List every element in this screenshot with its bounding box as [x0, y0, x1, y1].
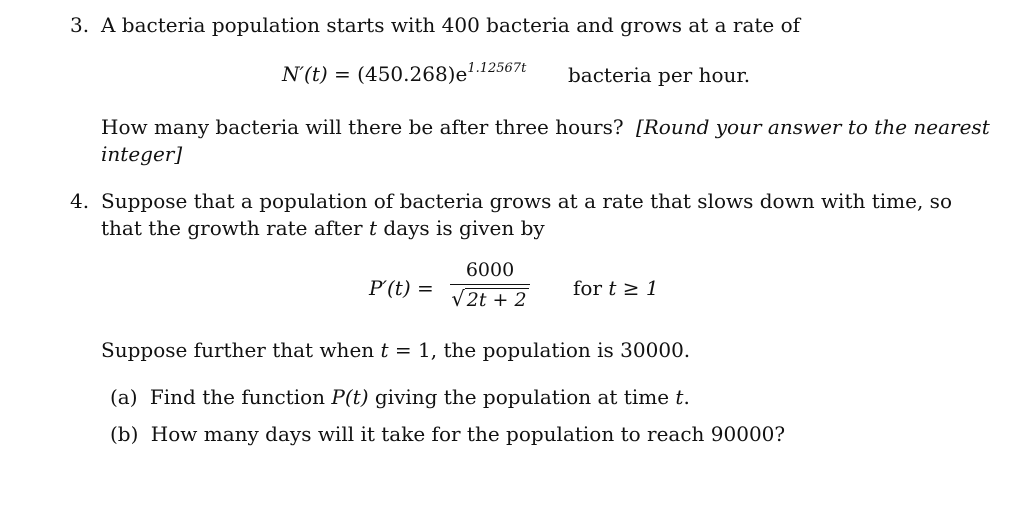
- problem-3-instruction-cont: integer]: [101, 142, 183, 166]
- problem-3-equation-unit: bacteria per hour.: [568, 63, 751, 87]
- problem-4-part-a-text-3: giving the population at time: [374, 385, 670, 409]
- problem-3-number: 3.: [70, 13, 90, 37]
- problem-4-part-b-text: How many days will it take for the population to reach 90000?: [150, 422, 786, 446]
- problem-3-equation-exponent: 1.12567t: [467, 61, 527, 76]
- problem-3-equation-rhs: = (450.268)e: [327, 62, 468, 86]
- problem-4-given-var: t: [380, 338, 389, 362]
- problem-4-part-a: [110, 385, 690, 409]
- problem-4-equation-lhs: [369, 276, 434, 300]
- problem-4-part-a-var: t: [675, 385, 684, 409]
- problem-4-intro-text-b: days is given by: [383, 216, 545, 240]
- problem-4-equation-numerator: 6000: [450, 259, 530, 285]
- problem-4-equation-denominator: 2t + 2: [466, 289, 527, 311]
- square-root-icon: √: [451, 287, 465, 311]
- problem-4-intro-text-a: that the growth rate after: [101, 216, 363, 240]
- problem-4-part-b: [110, 422, 785, 446]
- problem-4-equation-fraction: [450, 259, 530, 311]
- problem-4-intro-line-2: [101, 216, 545, 240]
- problem-4-equation-condition: [573, 276, 659, 300]
- problem-4-part-b-label: (b): [110, 422, 139, 446]
- problem-4-part-a-period: .: [683, 385, 690, 409]
- problem-4-equation-lhs-text: P′(t) =: [369, 276, 434, 300]
- problem-4-equation-denominator-wrap: [450, 285, 530, 311]
- problem-3-intro: A bacteria population starts with 400 bacteria and grows at a rate of: [101, 13, 801, 37]
- problem-3-equation-lhs: N′(t): [282, 62, 328, 86]
- problem-3-equation: [282, 62, 526, 90]
- problem-4-given: [101, 338, 690, 362]
- problem-4-part-a-text-1: Find the function: [149, 385, 326, 409]
- problem-4-part-a-func: P(t): [331, 385, 369, 409]
- problem-4-given-text-a: Suppose further that when: [101, 338, 375, 362]
- problem-4-number: 4.: [70, 189, 90, 213]
- problem-4-condition-expr: t ≥ 1: [608, 276, 659, 300]
- problem-4-given-text-c: = 1, the population is 30000.: [394, 338, 691, 362]
- problem-4-intro-var: t: [368, 216, 378, 240]
- problem-3-question: [101, 115, 990, 139]
- problem-3-instruction: [Round your answer to the nearest: [635, 115, 990, 139]
- problem-4-intro-line-1: Suppose that a population of bacteria grows at a rate that slows down with time, so: [101, 189, 952, 213]
- problem-4-condition-text: for: [573, 276, 603, 300]
- problem-3-question-text: How many bacteria will there be after three hours?: [101, 115, 624, 139]
- problem-4-part-a-label: (a): [110, 385, 138, 409]
